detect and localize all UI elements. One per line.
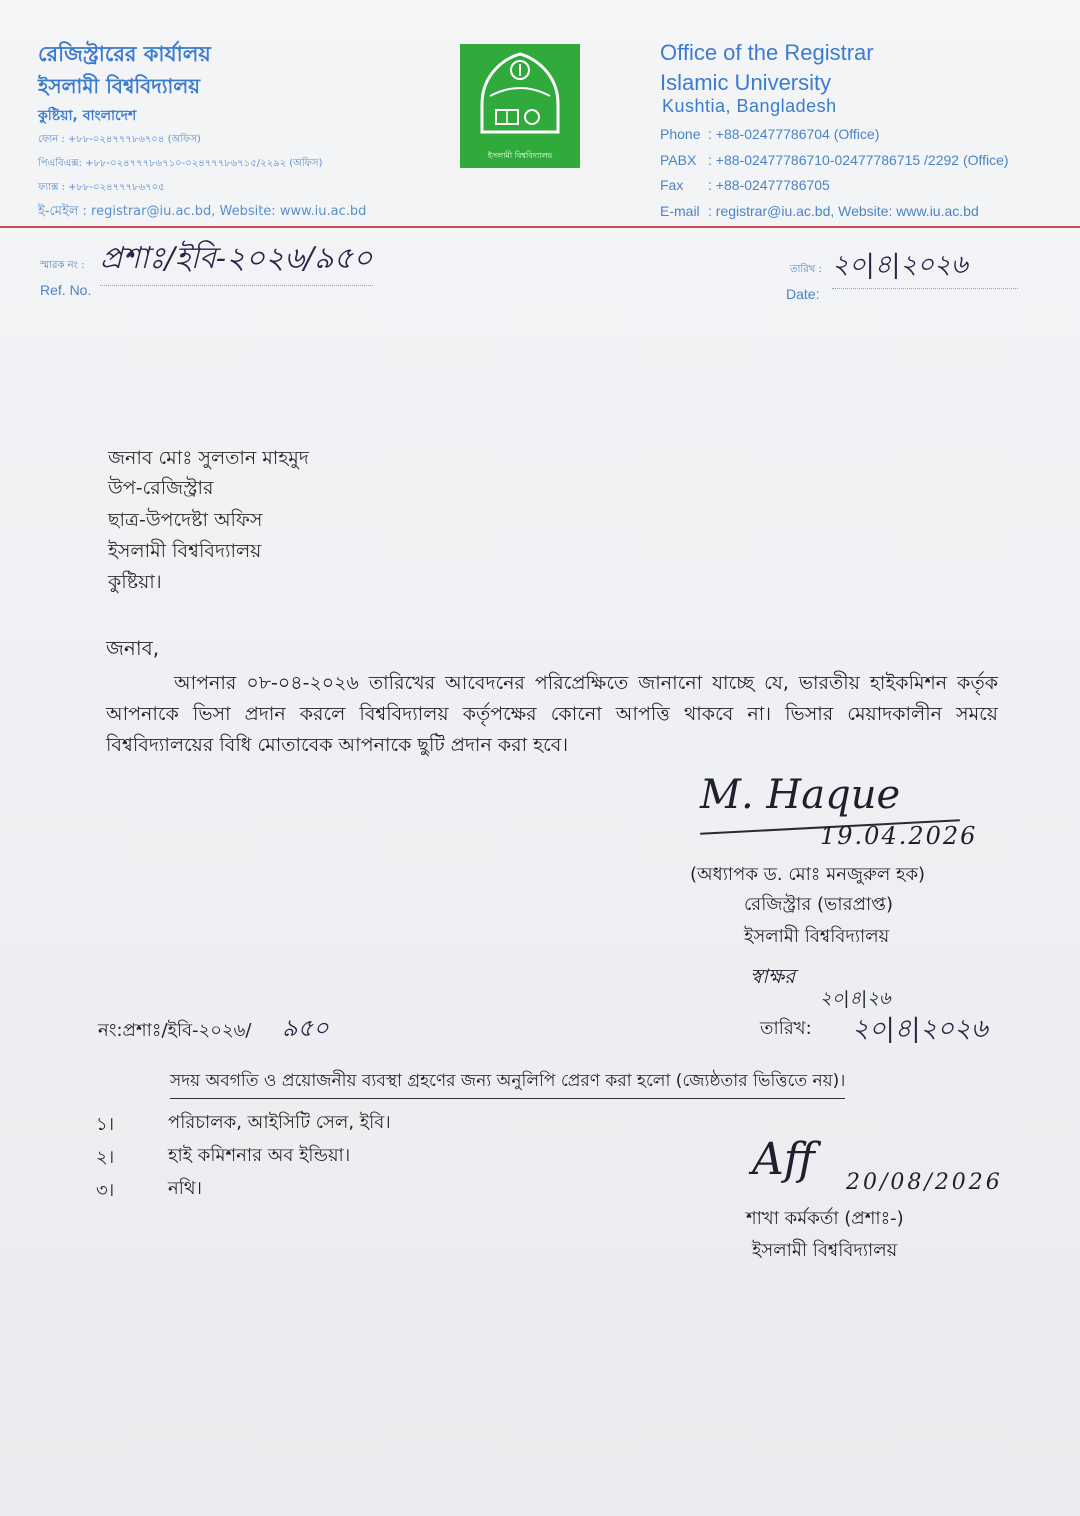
copy-memo-number: ৯৫০ (282, 1014, 329, 1042)
email-en (660, 203, 979, 219)
addressee-office: ছাত্র-উপদেষ্টা অফিস (108, 509, 263, 531)
initial-date: ২০|৪|২৬ (820, 988, 891, 1009)
fax-label: Fax (660, 177, 684, 193)
initial-signature: স্বাক্ষর (750, 964, 796, 988)
date-label-en: Date: (786, 286, 820, 302)
section-officer-signature: Aff (752, 1134, 815, 1185)
section-officer-title: শাখা কর্মকর্তা (প্রশাঃ-) (746, 1208, 904, 1229)
phone-value: : +88-02477786704 (Office) (708, 126, 880, 142)
copy-date: ২০|৪|২০২৬ (852, 1014, 988, 1044)
copy-memo-number-label: নং:প্রশাঃ/ইবি-২০২৬/ (98, 1020, 252, 1041)
copy-item-number: ২। (96, 1147, 115, 1168)
registrar-signature: M. Haque (700, 772, 901, 818)
section-officer-org: ইসলামী বিশ্ববিদ্যালয় (752, 1240, 898, 1261)
email-value: : registrar@iu.ac.bd, Website: www.iu.ac.bd (708, 203, 979, 219)
date-value: ২০|৪|২০২৬ (832, 244, 1018, 289)
location-en: Kushtia, Bangladesh (662, 96, 837, 116)
salutation: জনাব, (106, 636, 160, 660)
copy-item-text: পরিচালক, আইসিটি সেল, ইবি। (168, 1112, 391, 1133)
university-name-en: Islamic University (660, 70, 832, 95)
addressee-title: উপ-রেজিস্ট্রার (108, 477, 214, 499)
section-officer-signature-date: 20/08/2026 (846, 1170, 1003, 1195)
location-bn: কুষ্টিয়া, বাংলাদেশ (38, 108, 137, 124)
ref-label-en: Ref. No. (40, 282, 92, 298)
office-name-en: Office of the Registrar (660, 40, 874, 65)
date-label-bn: তারিখ : (790, 264, 822, 275)
letter-body (106, 668, 998, 761)
fax-en (660, 177, 830, 193)
copy-note: সদয় অবগতি ও প্রয়োজনীয় ব্যবস্থা গ্রহণের জন্য অনুলিপি প্রেরণ করা হলো (জ্যেষ্ঠতার ভিত্তিতে নয়)। (170, 1068, 845, 1099)
pabx-label: PABX (660, 152, 697, 168)
copy-date-label: তারিখ: (760, 1018, 812, 1039)
phone-bn: ফোন : +৮৮-০২৪৭৭৭৮৬৭০৪ (অফিস) (38, 134, 201, 145)
fax-value: : +88-02477786705 (708, 177, 830, 193)
registrar-org: ইসলামী বিশ্ববিদ্যালয় (744, 926, 890, 947)
registrar-signature-date: 19.04.2026 (820, 822, 978, 850)
pabx-value: : +88-02477786710-02477786715 /2292 (Office) (708, 152, 1009, 168)
pabx-bn: পিএবিএক্স: +৮৮-০২৪৭৭৭৮৬৭১০-০২৪৭৭৭৮৬৭১৫/২২৯২ (অফিস) (38, 158, 323, 169)
phone-en (660, 126, 879, 142)
addressee-city: কুষ্টিয়া। (108, 571, 162, 593)
registrar-name: (অধ্যাপক ড. মোঃ মনজুরুল হক) (690, 864, 926, 885)
university-name-bn: ইসলামী বিশ্ববিদ্যালয় (38, 74, 201, 98)
addressee-name: জনাব মোঃ সুলতান মাহমুদ (108, 447, 309, 469)
addressee-org: ইসলামী বিশ্ববিদ্যালয় (108, 540, 262, 562)
office-name-bn: রেজিস্ট্রারের কার্যালয় (38, 42, 211, 66)
copy-item-text: নথি। (168, 1178, 202, 1199)
email-label: E-mail (660, 203, 700, 219)
copy-item-number: ১। (96, 1114, 115, 1135)
phone-label: Phone (660, 126, 701, 142)
fax-bn: ফ্যাক্স : +৮৮-০২৪৭৭৭৮৬৭০৫ (38, 182, 165, 193)
pabx-en (660, 152, 1009, 168)
email-bn: ই-মেইল : registrar@iu.ac.bd, Website: www.iu.ac.bd (38, 204, 367, 219)
ref-number: প্রশাঃ/ইবি-২০২৬/৯৫০ (100, 234, 373, 286)
registrar-title: রেজিস্ট্রার (ভারপ্রাপ্ত) (744, 894, 893, 915)
letter-body-text: আপনার ০৮-০৪-২০২৬ তারিখের আবেদনের পরিপ্রেক্ষিতে জানানো যাচ্ছে যে, ভারতীয় হাইকমিশন কর্তৃক আপনাকে ভিসা প্রদান করলে বিশ্ববিদ্যালয় কর্তৃপক্ষের কোনো আপত্তি থাকবে না। ভিসার মেয়াদকালীন সময়ে বিশ্ববিদ্যালয়ের বিধি মোতাবেক আপনাকে ছুটি প্রদান করা হবে। (106, 672, 998, 756)
copy-item-text: হাই কমিশনার অব ইন্ডিয়া। (168, 1145, 351, 1166)
copy-item-number: ৩। (96, 1180, 115, 1201)
logo-caption: ইসলামী বিশ্ববিদ্যালয় (487, 151, 553, 160)
ref-label-bn: স্মারক নং : (40, 260, 85, 271)
header-divider (0, 226, 1080, 228)
